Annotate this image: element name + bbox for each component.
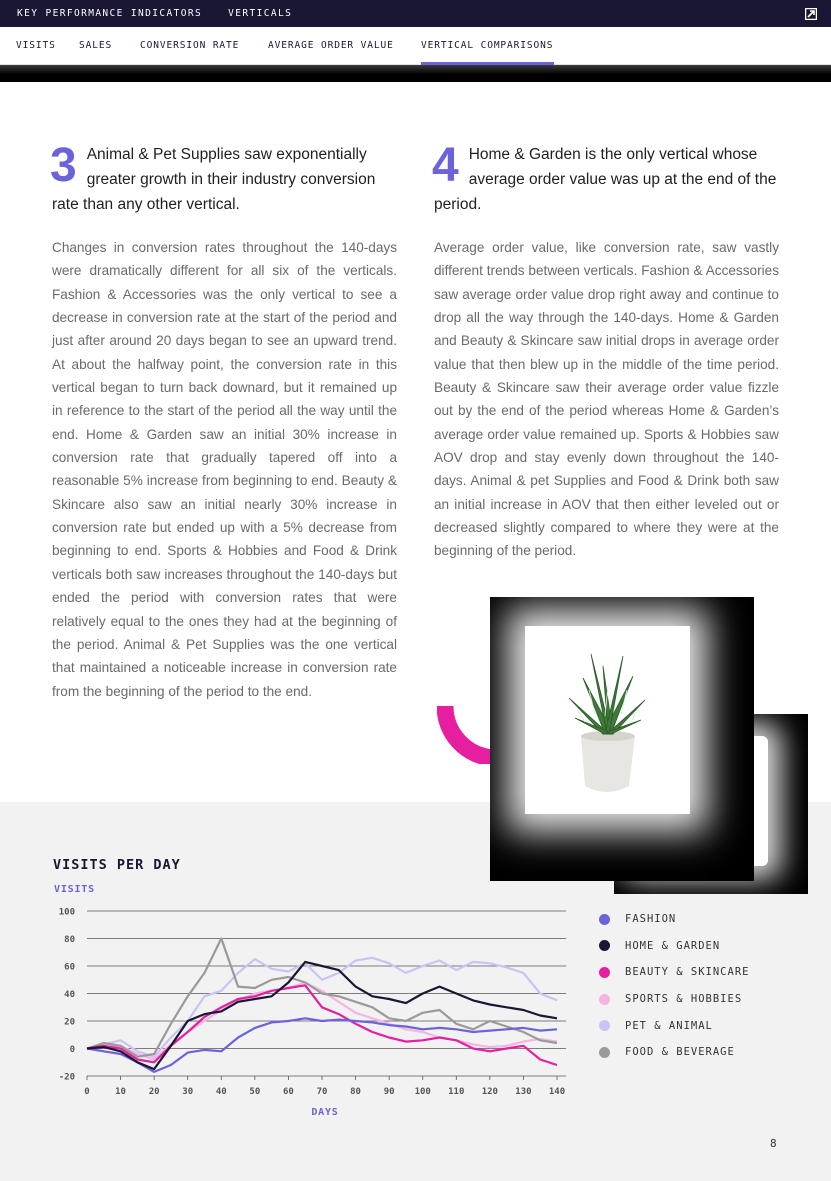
- y-tick-label: 0: [69, 1045, 75, 1055]
- tab-sales[interactable]: SALES: [79, 40, 113, 51]
- insight-4-body: Average order value, like conversion rate, saw vastly different trends between verticals. Fashion & Accessories saw average order value drop right away and continue to drop all the way through the 140-days. Home & Garden and Beauty & Skincare saw initial drops in average order value that then blew up in the middle of the time period. Beauty & Skincare saw their average order value fizzle out by the end of the period whereas Home & Garden’s average order value remained up. Sports & Hobbies saw AOV drop and stay evenly down throughout the 140-days. Animal & pet Supplies and Food & Drink both saw an initial increase in AOV that then either leveled out or decreased slightly compared to where they were at the beginning of the period.: [434, 240, 779, 559]
- chart-legend: [599, 906, 749, 1066]
- tab-average-order-value[interactable]: AVERAGE ORDER VALUE: [268, 40, 394, 51]
- x-tick-label: 50: [249, 1087, 261, 1097]
- y-tick-label: 80: [64, 935, 75, 945]
- x-tick-label: 10: [115, 1087, 126, 1097]
- y-tick-label: -20: [58, 1072, 75, 1083]
- tab-vertical-comparisons[interactable]: VERTICAL COMPARISONS: [421, 40, 554, 65]
- legend-swatch: [599, 967, 610, 978]
- page-number: 8: [770, 1137, 777, 1150]
- tab-conversion-rate[interactable]: CONVERSION RATE: [140, 40, 240, 51]
- chart-x-axis-label: DAYS: [311, 1107, 339, 1118]
- x-tick-label: 20: [148, 1087, 160, 1097]
- legend-label: PET & ANIMAL: [625, 1019, 713, 1032]
- x-tick-label: 100: [414, 1087, 431, 1097]
- legend-item[interactable]: [599, 1039, 749, 1066]
- x-tick-label: 30: [182, 1087, 194, 1097]
- tab-visits[interactable]: VISITS: [16, 40, 56, 51]
- legend-item[interactable]: [599, 906, 749, 933]
- legend-swatch: [599, 940, 610, 951]
- x-tick-label: 140: [548, 1087, 566, 1097]
- legend-label: FASHION: [625, 913, 677, 926]
- legend-swatch: [599, 994, 610, 1005]
- legend-label: HOME & GARDEN: [625, 939, 721, 952]
- y-tick-label: 100: [58, 907, 75, 918]
- x-tick-label: 110: [448, 1087, 465, 1097]
- legend-item[interactable]: [599, 933, 749, 960]
- series-line-food-beverage: [87, 939, 557, 1057]
- x-tick-label: 40: [215, 1087, 227, 1097]
- y-tick-label: 40: [64, 990, 75, 1000]
- insight-3-number: 3: [50, 139, 77, 192]
- chart-title: VISITS PER DAY: [53, 857, 181, 873]
- insight-3-body: Changes in conversion rates throughout the 140-days were dramatically different for all six of the verticals. Fashion & Accessories was the only vertical to see a decrease in conversion rate at the start of the period and just after around 20 days began to see an upward trend. At about the halfway point, the conversion rate in this vertical began to turn back downard, but it remained up in reference to the start of the period all the way until the end. Home & Garden saw an initial 30% increase in conversion rate that gradually tapered off into a reasonable 5% increase from beginning to end. Beauty & Skincare also saw an initial nearly 30% increase in conversion rate but ended up with a 5% decrease from beginning to end. Sports & Hobbies and Food & Drink verticals both saw increases throughout the 140-days but ended the period with conversion rates that were relatively equal to the ones they had at the beginning of the period. Animal & Pet Supplies was the one vertical that maintained a noticeable increase in conversion rate from the beginning of the period to the end.: [52, 240, 397, 699]
- legend-swatch: [599, 1047, 610, 1058]
- legend-label: FOOD & BEVERAGE: [625, 1046, 735, 1059]
- x-tick-label: 0: [84, 1087, 90, 1097]
- insight-4-number: 4: [432, 139, 459, 192]
- x-tick-label: 60: [283, 1087, 294, 1097]
- insight-4-title: Home & Garden is the only vertical whose average order value was up at the end of the period.: [434, 146, 777, 213]
- insight-3-title: Animal & Pet Supplies saw exponentially greater growth in their industry conversion rate than any other vertical.: [52, 146, 376, 213]
- x-tick-label: 120: [481, 1087, 498, 1097]
- chart-y-axis-label: VISITS: [54, 884, 95, 895]
- x-tick-label: 80: [350, 1087, 361, 1097]
- y-tick-label: 20: [64, 1017, 75, 1028]
- legend-swatch: [599, 1020, 610, 1031]
- legend-item[interactable]: [599, 959, 749, 986]
- legend-swatch: [599, 914, 610, 925]
- x-tick-label: 130: [515, 1087, 532, 1097]
- nav-key-performance-indicators[interactable]: KEY PERFORMANCE INDICATORS: [17, 8, 203, 19]
- x-tick-label: 90: [383, 1087, 395, 1097]
- legend-label: SPORTS & HOBBIES: [625, 993, 743, 1006]
- legend-item[interactable]: [599, 1012, 749, 1039]
- legend-item[interactable]: [599, 986, 749, 1013]
- y-tick-label: 60: [64, 962, 75, 973]
- nav-verticals[interactable]: VERTICALS: [228, 8, 293, 19]
- legend-label: BEAUTY & SKINCARE: [625, 966, 750, 979]
- x-tick-label: 70: [316, 1087, 328, 1097]
